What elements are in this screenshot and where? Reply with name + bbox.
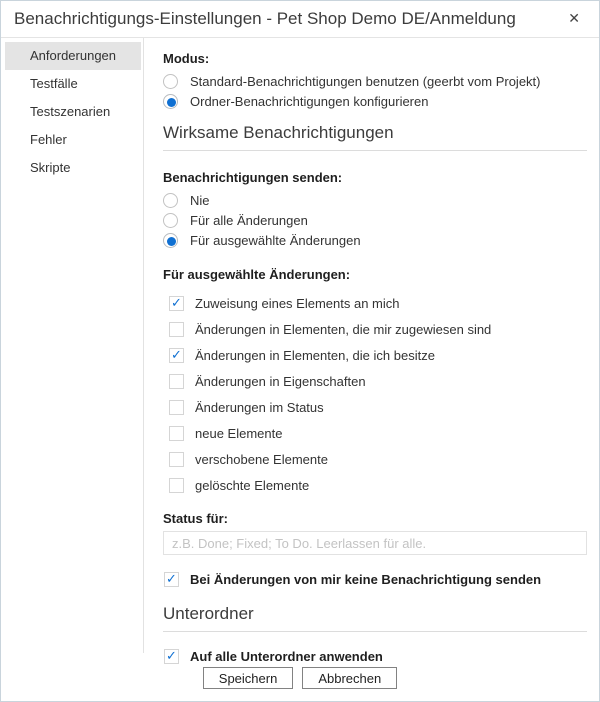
dialog-title: Benachrichtigungs-Einstellungen - Pet Shop Demo DE/Anmeldung [14,9,516,28]
check-icon: ✓ [166,571,177,586]
divider [163,631,587,632]
checkbox-icon [169,296,184,311]
section-header-wirksame: Wirksame Benachrichtigungen [163,123,394,142]
checkbox-icon [164,572,179,587]
checkbox-keine-benachrichtigung-von-mir[interactable] [163,572,587,587]
radio-icon [163,233,178,248]
sidebar-item-testszenarien[interactable]: Testszenarien [30,104,111,119]
radio-ordner-benachrichtigungen[interactable] [163,91,587,111]
checkbox-label: Änderungen in Elementen, die ich besitze [195,347,435,363]
checkbox-mir-zugewiesen[interactable] [169,316,587,342]
sidebar-item-fehler[interactable]: Fehler [30,132,67,147]
checkbox-zuweisung-an-mich[interactable] [169,290,587,316]
checkbox-icon [169,400,184,415]
checkbox-icon [169,322,184,337]
radio-fuer-ausgewaehlte-aenderungen[interactable] [163,230,587,250]
save-button[interactable]: Speichern [203,667,294,689]
main-content [144,38,599,664]
checkbox-label: Änderungen in Elementen, die mir zugewiesen sind [195,321,492,337]
checkbox-icon [169,374,184,389]
radio-label: Standard-Benachrichtigungen benutzen (geerbt vom Projekt) [190,73,541,89]
checkbox-verschobene-elemente[interactable] [169,446,587,472]
checkbox-eigenschaften[interactable] [169,368,587,394]
divider [163,150,587,151]
checkbox-label: Zuweisung eines Elements an mich [195,295,400,311]
check-icon: ✓ [171,346,182,362]
radio-icon [163,74,178,89]
checkbox-icon [164,649,179,664]
sidebar-item-skripte[interactable]: Skripte [30,160,71,175]
radio-icon [163,193,178,208]
checkbox-auf-alle-unterordner[interactable] [163,649,587,664]
radio-icon [163,213,178,228]
sidebar-item-anforderungen[interactable]: Anforderungen [5,42,141,70]
titlebar [1,1,599,38]
check-icon: ✓ [166,648,177,663]
ausgewaehlte-label: Für ausgewählte Änderungen: [163,267,351,282]
checkbox-label: Änderungen im Status [195,399,324,415]
radio-nie[interactable] [163,190,587,210]
checkbox-label: gelöschte Elemente [195,477,310,493]
checkbox-icon [169,426,184,441]
section-header-unterordner: Unterordner [163,604,254,623]
status-input[interactable] [163,531,587,555]
checkbox-neue-elemente[interactable] [169,420,587,446]
checkbox-icon [169,478,184,493]
radio-label: Für ausgewählte Änderungen [190,232,361,248]
checkbox-label: Auf alle Unterordner anwenden [190,649,383,664]
status-fuer-label: Status für: [163,511,228,526]
senden-label: Benachrichtigungen senden: [163,170,343,185]
footer [1,667,599,689]
radio-fuer-alle-aenderungen[interactable] [163,210,587,230]
modus-label: Modus: [163,51,210,66]
checkbox-status[interactable] [169,394,587,420]
radio-label: Für alle Änderungen [190,212,308,228]
checkbox-geloeschte-elemente[interactable] [169,472,587,498]
sidebar [1,38,144,653]
check-icon: ✓ [171,294,182,310]
cancel-button[interactable]: Abbrechen [302,667,397,689]
checkbox-label: Bei Änderungen von mir keine Benachrichtigung senden [190,572,542,587]
checkbox-label: Änderungen in Eigenschaften [195,373,366,389]
close-icon[interactable]: ✕ [568,10,580,26]
checkbox-label: neue Elemente [195,425,283,441]
radio-label: Ordner-Benachrichtigungen konfigurieren [190,93,429,109]
checkbox-icon [169,348,184,363]
checkbox-icon [169,452,184,467]
radio-icon [163,94,178,109]
radio-standard-benachrichtigungen[interactable] [163,71,587,91]
checkbox-label: verschobene Elemente [195,451,328,467]
radio-label: Nie [190,192,210,208]
checkbox-ich-besitze[interactable] [169,342,587,368]
sidebar-item-testfaelle[interactable]: Testfälle [30,76,78,91]
